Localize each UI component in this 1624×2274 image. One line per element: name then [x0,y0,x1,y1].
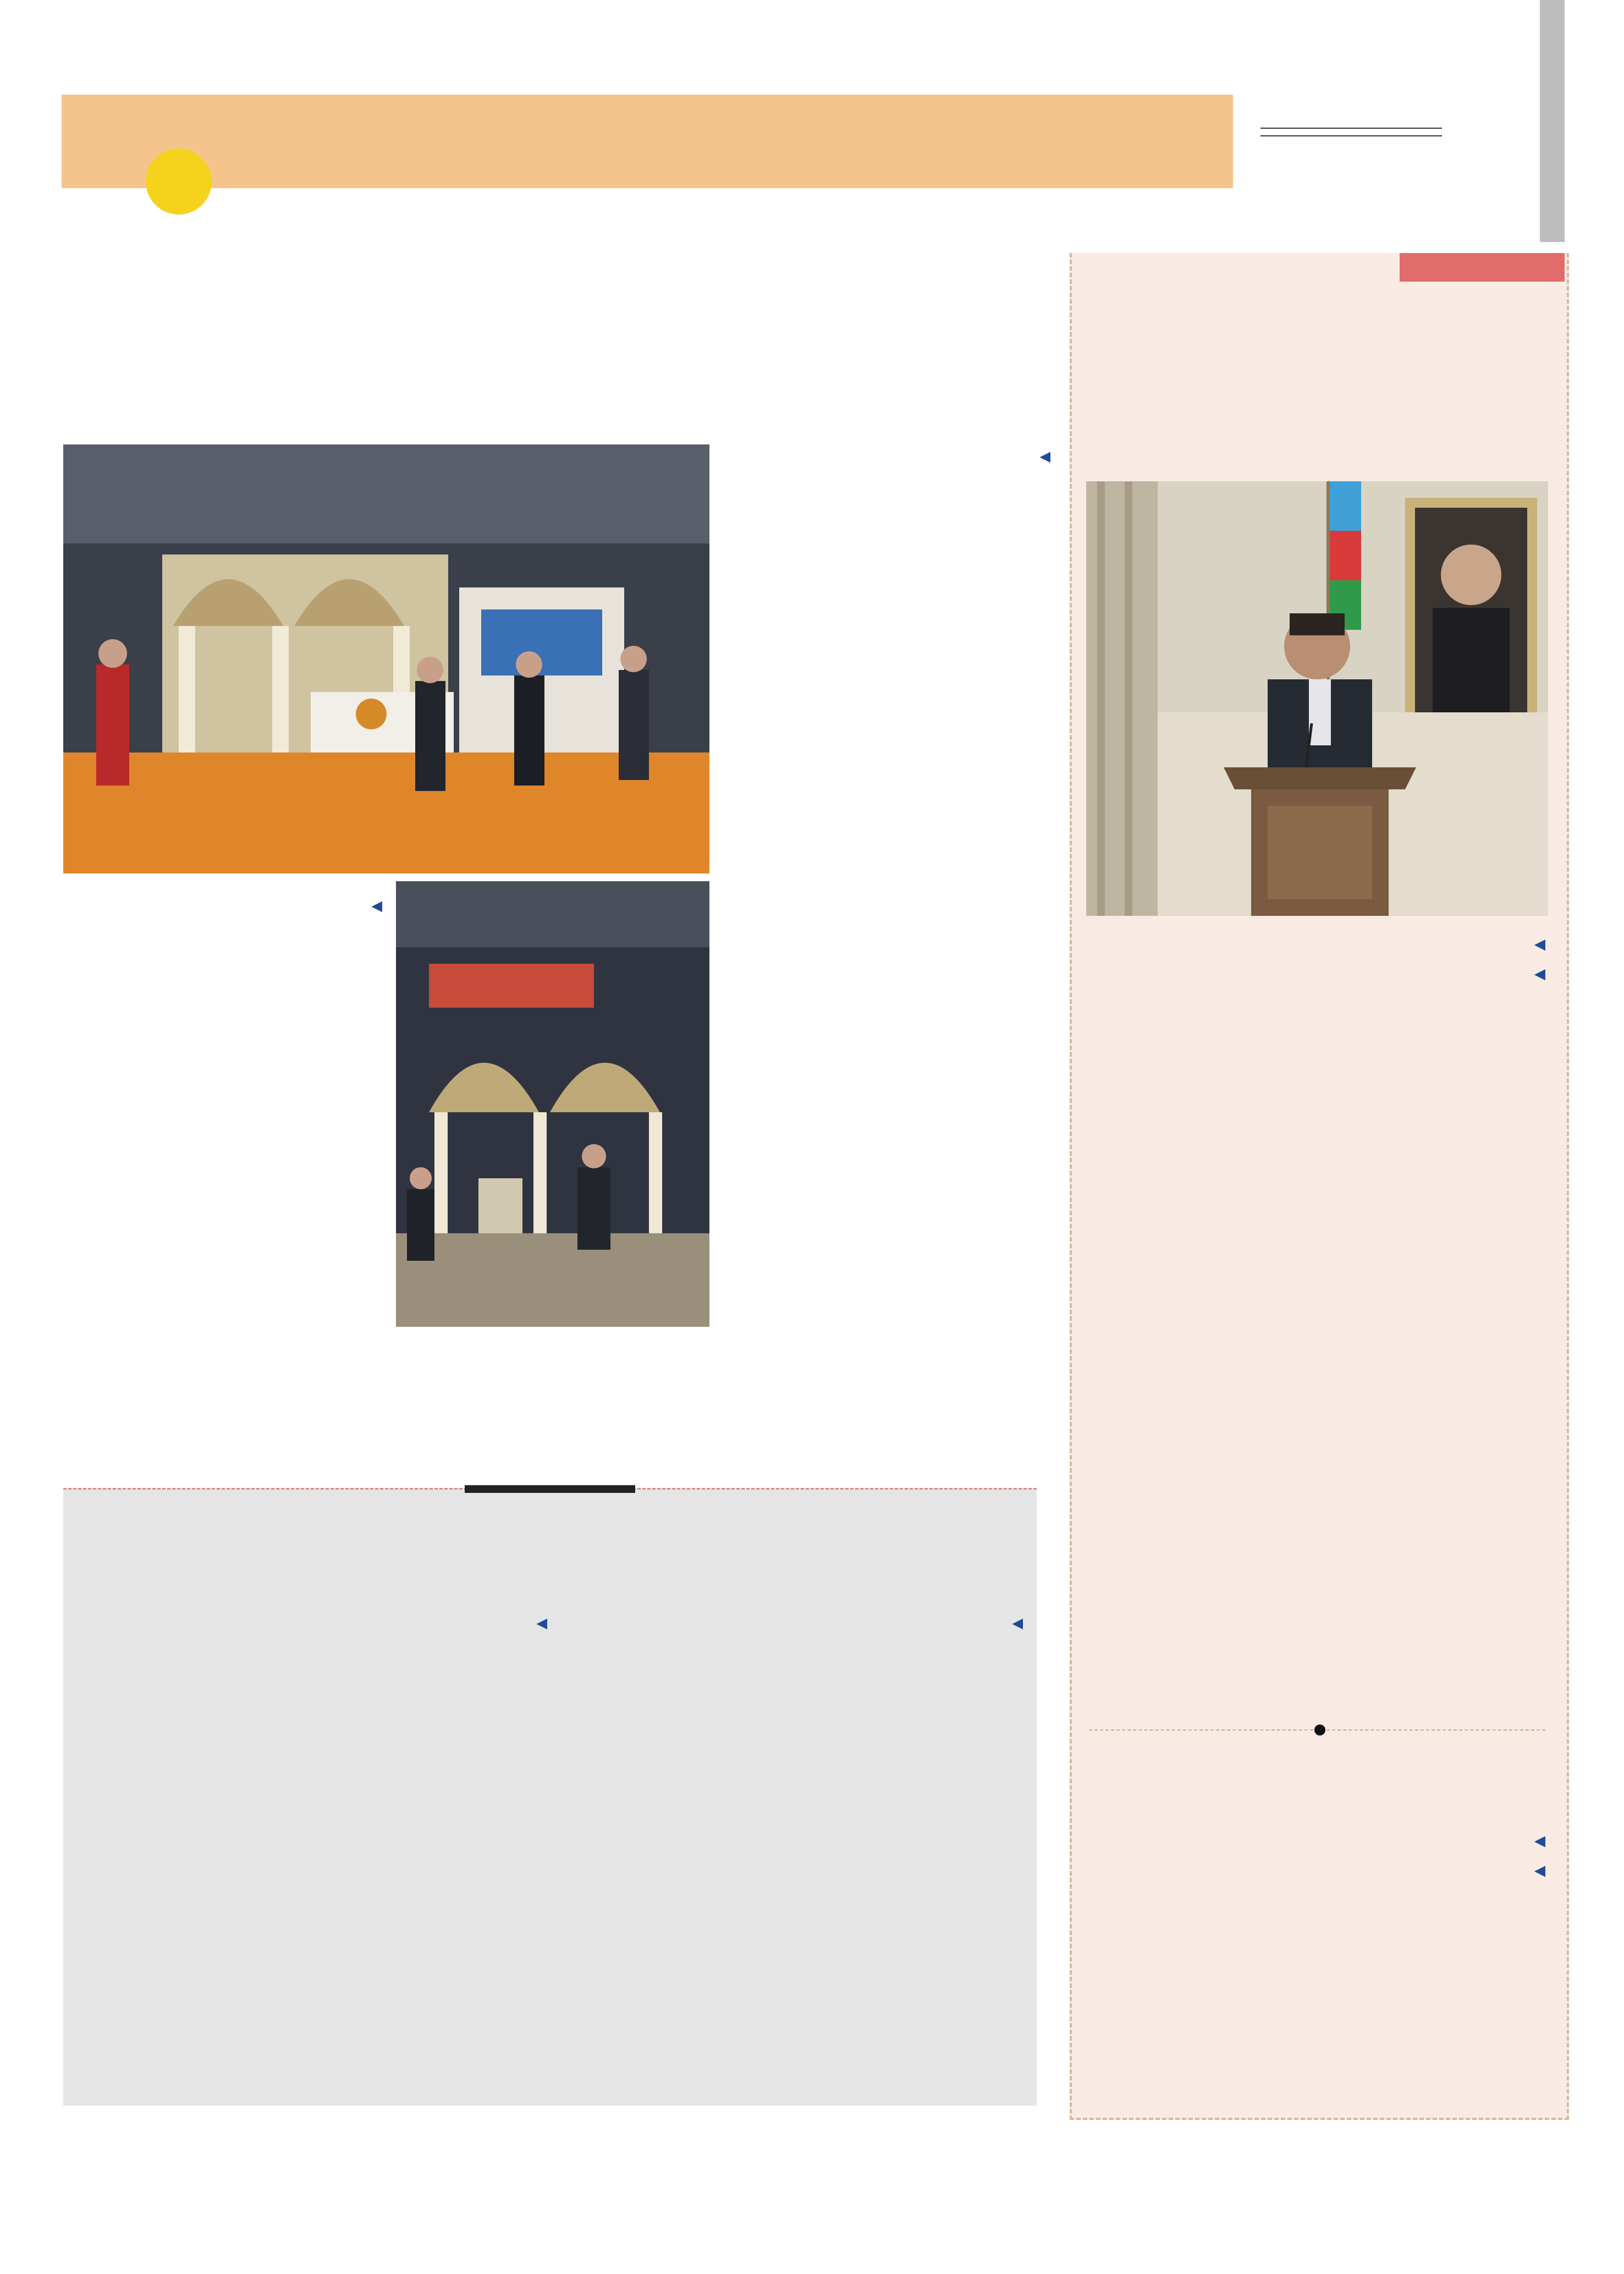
bullet-triangle-icon: ◀ [1534,936,1545,953]
main-paragraph [720,443,1050,469]
sidebar-paragraph [1089,1826,1545,1854]
sidebar-article-body [1089,930,1545,989]
ambassador-photo [1086,481,1548,916]
bullet-triangle-icon: ◀ [1012,1615,1023,1632]
date-persian [1260,128,1442,136]
end-triangle-icon: ◀ [371,898,382,914]
instagram-column-left [80,1609,547,1636]
box-top-bar [465,1485,635,1493]
logo-sun-icon [146,149,212,215]
logo[interactable] [63,96,228,190]
sidebar-paragraph [1089,1856,1545,1883]
iran-booth-photo [396,881,709,1327]
main-column-left [63,890,382,921]
header-band [62,95,1233,188]
asteroid-article-body [1089,1826,1545,1886]
sidebar-divider-dot [1314,1724,1325,1735]
instagram-column-right [555,1609,1023,1636]
fitur-hall-photo [63,444,709,874]
main-column-right [720,443,1050,471]
fitur-hall-illustration [63,444,709,874]
iran-booth-illustration [396,881,709,1327]
sidebar-paragraph [1089,930,1545,957]
end-triangle-icon: ◀ [1534,965,1545,982]
ambassador-photo-illustration [1086,481,1548,916]
bullet-triangle-icon: ◀ [1039,448,1050,465]
end-triangle-icon: ◀ [536,1615,547,1632]
instagram-article-box [63,1488,1037,2106]
main-paragraph [63,892,382,919]
sidebar-paragraph [1089,959,1545,987]
sidebar-section-label [1400,253,1565,282]
bullet-triangle-icon: ◀ [1534,1832,1545,1849]
end-triangle-icon: ◀ [1534,1862,1545,1879]
page-edge-strip [1540,0,1565,242]
